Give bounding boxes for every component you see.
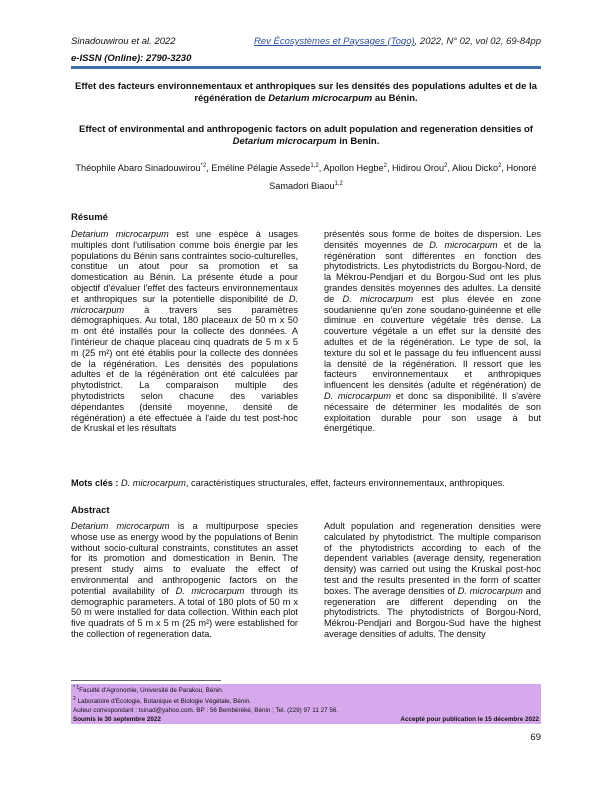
issn: e-ISSN (Online): 2790-3230: [71, 53, 192, 64]
abstract-left-text: Detarium microcarpum is a multipurpose species whose use as energy wood by the populations of Benin without socio-cultural constraints, constitutes an asset for its promotion and domestication in Benin. The present study aims to evaluate the effect of environmental and anthropogenic factors on the potential availability of D. microcarpum through its demographic parameters. A total of 180 plots of 50 m x 50 m were installed for data collection. Within each plot five quadrats of 5 m x 5 m (25 m²) were established for the collection of regeneration data.: [71, 521, 298, 639]
species-name: D. microcarpum: [324, 390, 391, 401]
aff2-marker: 2: [73, 696, 76, 703]
keywords-text: , caractéristiques structurales, effet, facteurs environnementaux, anthropiques.: [185, 478, 505, 488]
citation: Sinadouwirou et al. 2022: [71, 36, 176, 47]
resume-left-text: Detarium microcarpum est une espèce à usages multiples dont l'utilisation comme bois énergie par les populations du Bénin sans contraintes socio-culturelles, constitue un atout pour sa promotion et sa domestication au Bénin. La présente étude a pour objectif d'évaluer l'effet des facteurs environnementaux et anthropiques sur la potentielle disponibilité de D. microcarpum à travers ses paramètres démographiques. Au total, 180 placeaux de 50 m x 50 m ont été installés pour la collecte des données. A l'intérieur de chaque placeau cinq quadrats de 5 m x 5 m (25 m²) ont été établis pour la collecte des données de la régénération. Les densités des populations adultes et de la régénération ont été calculées par phytodistrict. La comparaison multiple des phytodistricts selon chacune des variables dépendantes (densité moyenne, densité de régénération) a été effectuée à l'aide du test post-hoc de Kruskal et les résultats: [71, 229, 298, 434]
title-en-end: in Benin.: [339, 136, 380, 147]
resume-column-left: [71, 229, 298, 434]
author-affiliation-marker: 2: [444, 163, 448, 169]
resume-column-right: [324, 229, 541, 434]
resume-heading: Résumé: [71, 212, 108, 223]
author: Hidirou Orou$^2$: [392, 163, 448, 174]
species-name: D. microcarpum: [71, 293, 298, 315]
footnote-rule: [71, 680, 221, 681]
title-fr-species: Detarium microcarpum: [268, 93, 373, 104]
author-affiliation-marker: 2: [383, 163, 387, 169]
aff2-text: Laboratoire d'Ecologie, Botanique et Biologie Végétale, Bénin.: [77, 698, 251, 706]
species-name: Detarium microcarpum: [71, 521, 170, 531]
title-fr-text: Effet des facteurs environnementaux et anthropiques sur les densités des populations adultes et de la régénération de: [75, 81, 537, 104]
keywords: [71, 478, 541, 489]
aff1-text: Faculté d'Agronomie, Université de Parakou, Bénin.: [79, 687, 224, 695]
author: Aliou Dicko$^2$: [452, 163, 502, 174]
author: Eméline Pélagie Assede$^{1,2}$: [211, 163, 319, 174]
title-english: [71, 124, 541, 148]
affiliation-2: [73, 695, 539, 706]
abstract-right-text: Adult population and regeneration densities were calculated by phytodistrict. The multiple comparison of the phytodistricts according to each of the dependent variables (average density, regeneration density) was carried out using the Kruskal post-hoc test and the results presented in the form of scatter boxes. The average densities of D. microcarpum and regeneration are different depending on the phytodistricts. The phytodistricts of Borgou-Nord, Mékrou-Pendjari and Borgou-Sud have the highest average densities of adults. The density: [324, 521, 541, 639]
title-en-species: Detarium microcarpum: [232, 136, 337, 147]
journal-link[interactable]: Rev Écosystèmes et Paysages (Togo): [253, 36, 415, 47]
keywords-label: Mots clés :: [71, 478, 119, 488]
accepted-date: Accepté pour publication le 15 décembre 2022: [400, 716, 539, 724]
title-fr-end: au Bénin.: [374, 93, 418, 104]
corresponding-author: Auteur correspondant : tsinad@yahoo.com. BP : 56 Bembèrèké, Bénin ; Tel. (229) 97 11 27 56.: [73, 707, 339, 715]
journal-reference: [254, 36, 541, 47]
dates: [73, 715, 539, 724]
resume-right-text: présentés sous forme de boites de dispersion. Les densités moyennes de D. microcarpum et de la régénération sont différentes en fonction des phytodistricts. Les phytodistricts du Borgou-Nord, de la Mékrou-Pendjari et du Borgou-Sud ont les plus grandes densités moyennes des adultes. La densité de D. microcarpum est plus élevée en zone soudanienne qu'en zone soudano-guinéenne et elle diminue en couverture végétale très dense. La couverture végétale a un effet sur la densité des adultes et de la régénération. Le type de sol, la texture du sol et le passage du feu influencent aussi la densité de la régénération. Il ressort que les facteurs environnementaux et anthropiques influencent les densités (adulte et régénération) de D. microcarpum et donc sa disponibilité. Il s'avère nécessaire de déterminer les modalités de son exploitation durable pour son usage à but énergétique.: [324, 229, 542, 434]
abstract-heading: Abstract: [71, 505, 110, 516]
author: Honoré Samadori Biaou$^{1,2}$: [269, 163, 537, 192]
keywords-species: D. microcarpum: [121, 478, 186, 488]
species-name: D. microcarpum: [342, 293, 414, 304]
species-name: D. microcarpum: [457, 585, 523, 596]
title-french: [71, 81, 541, 105]
affiliation-1: [73, 684, 539, 695]
page-number: 69: [530, 732, 541, 743]
submitted-date: Soumis le 30 septembre 2022: [73, 716, 161, 724]
author-affiliation-marker: 1,2: [334, 181, 343, 188]
author-affiliation-marker: *2: [200, 163, 207, 169]
aff1-marker: * 1: [73, 685, 80, 691]
author-affiliation-marker: 1,2: [310, 163, 319, 169]
journal-issue: , 2022, N° 02, vol 02, 69-84pp: [414, 36, 541, 47]
author-affiliation-marker: 2: [498, 163, 502, 169]
species-name: Detarium microcarpum: [71, 229, 169, 239]
abstract-column-right: [324, 521, 541, 640]
header-rule: [71, 66, 541, 69]
abstract-column-left: [71, 521, 298, 640]
title-en-text: Effect of environmental and anthropogenic factors on adult population and regeneration densities of: [79, 124, 533, 135]
author: Apollon Hegbe$^2$: [323, 163, 387, 174]
species-name: D. microcarpum: [429, 239, 498, 250]
footnote-box: [71, 684, 541, 724]
author: Théophile Abaro Sinadouwirou$^{*2}$: [75, 163, 207, 174]
author-list: Théophile Abaro Sinadouwirou$^{*2}$, Eméline Pélagie Assede$^{1,2}$, Apollon Hegbe$^2$, Hidirou Orou$^2$, Aliou Dicko$^2$, Honoré Samadori Biaou$^{1,2}$: [75, 163, 537, 192]
species-name: D. microcarpum: [175, 585, 245, 596]
